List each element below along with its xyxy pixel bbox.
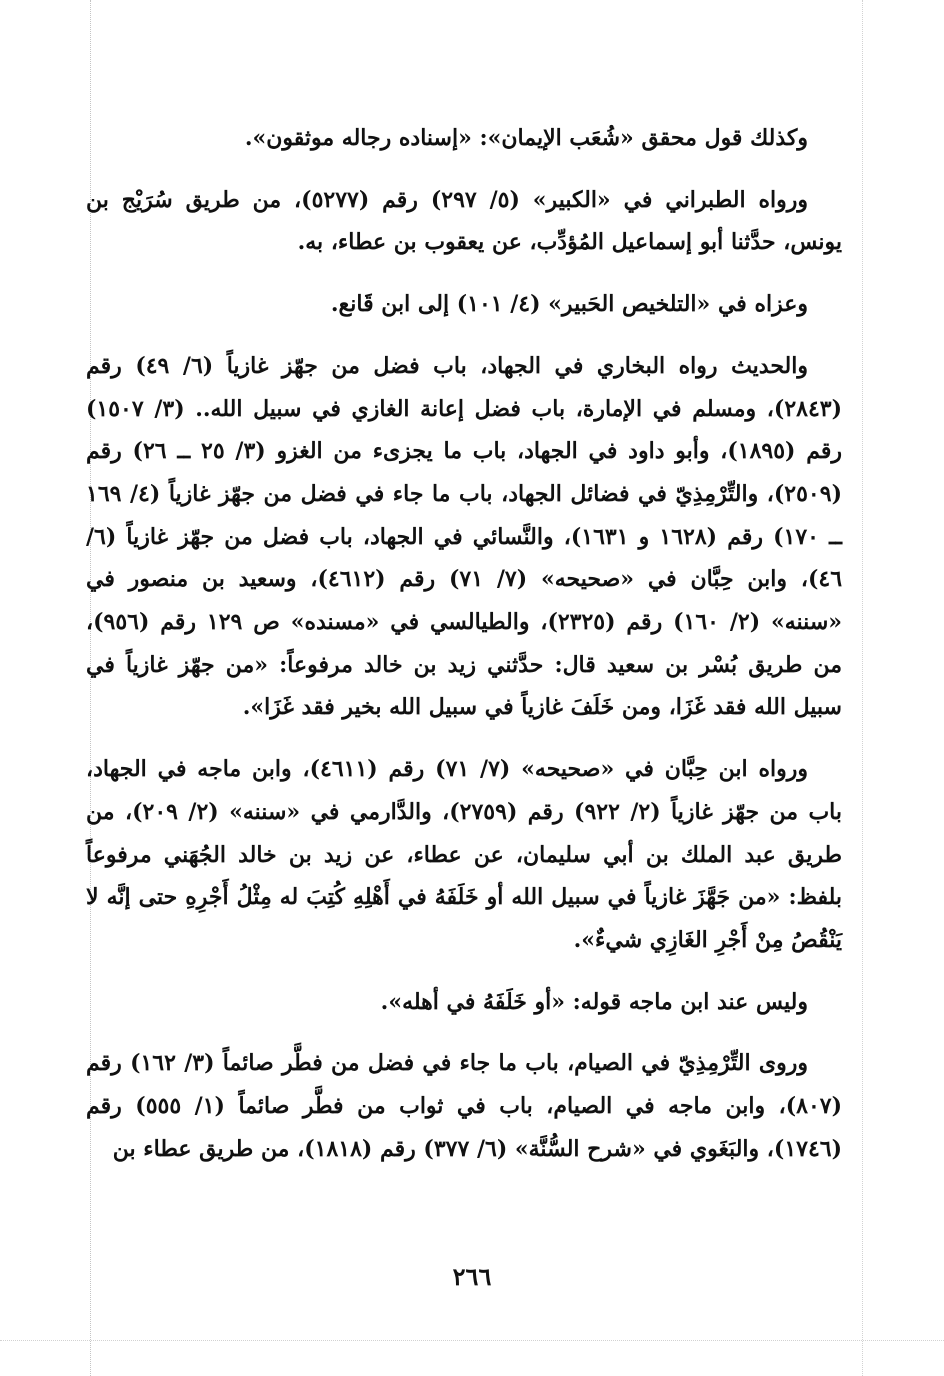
paragraph-tabarani: ورواه الطبراني في «الكبير» (٥/ ٢٩٧) رقم (٥٢٧٧)، من طريق سُرَيْج بن يونس، حدَّثنا أبو إسماعيل المُؤدِّب، عن يعقوب بن عطاء، به. — [86, 186, 842, 256]
paragraph-ibn-hibban: ورواه ابن حِبَّان في «صحيحه» (٧/ ٧١) رقم (٤٦١١)، وابن ماجه في الجهاد، باب من جهّز غازياً (٢/ ٩٢٢) رقم (٢٧٥٩)، والدَّارمي في «سننه» (٢/ ٢٠٩)، من طريق عبد الملك بن أبي سليمان، عن عطاء، عن زيد بن خالد الجُهَني مرفوعاً بلفظ: «من جَهَّزَ غازياً في سبيل الله أو خَلَفَهُ في أَهْلِهِ كُتِبَ له مِثْلُ أَجْرِهِ حتى إنَّه لا يَنْقُصُ مِنْ أَجْرِ الغَازِي شيءٌ». — [86, 756, 842, 953]
paragraph-talkhis: وعزاه في «التلخيص الحَبير» (٤/ ١٠١) إلى ابن قَانع. — [330, 291, 808, 318]
paragraph-ibn-majah-note: وليس عند ابن ماجه قوله: «أو خَلَفَهُ في أهله». — [380, 988, 808, 1015]
paragraph-shuab-al-iman: وكذلك قول محقق «شُعَب الإيمان»: «إسناده رجاله موثقون». — [244, 125, 808, 151]
page-number: ٢٦٦ — [452, 1262, 492, 1291]
scan-margin-right — [862, 0, 863, 1376]
paragraph-tirmidhi-siyam: وروى التِّرْمِذِيّ في الصيام، باب ما جاء في فضل من فطَّر صائماً (٣/ ١٦٢) رقم (٨٠٧)، وابن ماجه في الصيام، باب في ثواب من فطَّر صائماً (١/ ٥٥٥) رقم (١٧٤٦)، والبَغَوي في «شرح السُّنَّة» (٦/ ٣٧٧) رقم (١٨١٨)، من طريق عطاء بن — [86, 1050, 842, 1162]
body-text — [86, 117, 842, 1189]
scan-margin-bottom — [0, 1340, 944, 1341]
paragraph-bukhari-muslim: والحديث رواه البخاري في الجهاد، باب فضل من جهّز غازياً (٦/ ٤٩) رقم (٢٨٤٣)، ومسلم في الإمارة، باب فضل إعانة الغازي في سبيل الله.. (٣/ ١٥٠٧) رقم (١٨٩٥)، وأبو داود في الجهاد، باب ما يجزىء من الغزو (٣/ ٢٥ ــ ٢٦) رقم (٢٥٠٩)، والتِّرْمِذِيّ في فضائل الجهاد، باب ما جاء في فضل من جهّز غازياً (٤/ ١٦٩ ــ ١٧٠) رقم (١٦٢٨ و ١٦٣١)، والنَّسائي في الجهاد، باب فضل من جهّز غازياً (٦/ ٤٦)، وابن حِبَّان في «صحيحه» (٧/ ٧١) رقم (٤٦١٢)، وسعيد بن منصور في «سننه» (٢/ ١٦٠) رقم (٢٣٢٥)، والطيالسي في «مسنده» ص ١٢٩ رقم (٩٥٦)، من طريق بُسْر بن سعيد قال: حدَّثني زيد بن خالد مرفوعاً: «من جهّز غازياً في سبيل الله فقد غَزَا، ومن خَلَفَ غازياً في سبيل الله بخير فقد غَزَا». — [86, 352, 843, 721]
